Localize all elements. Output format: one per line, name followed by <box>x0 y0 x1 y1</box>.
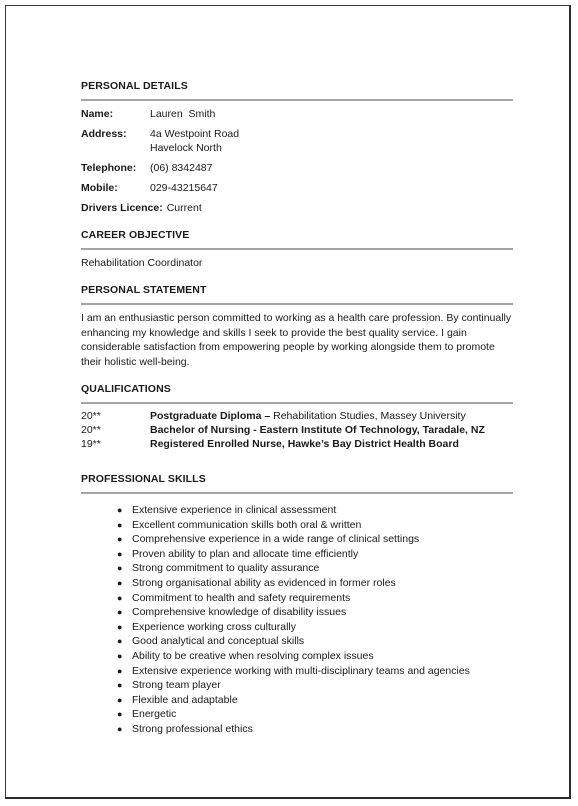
bullet-icon: ● <box>117 665 123 676</box>
bullet-icon: ● <box>117 680 123 691</box>
skill-text: Flexible and adaptable <box>132 693 238 706</box>
qualification-title: Postgraduate Diploma – <box>150 410 271 422</box>
personal-statement-text: I am an enthusiastic person committed to working as a health care profession. By continually enhancing my knowledge and skills I seek to provide the best quality service. I gain considerable satisfaction from empowering people by working alongside them to promote their holistic well-being. <box>81 312 512 368</box>
skill-item <box>117 547 513 562</box>
skill-text: Strong organisational ability as evidenced in former roles <box>132 576 396 589</box>
name-row <box>81 107 513 121</box>
address-value: 4a Westpoint Road Havelock North <box>150 128 240 154</box>
bullet-icon: ● <box>117 519 123 530</box>
qualification-title: Registered Enrolled Nurse, Hawke’s Bay District Health Board <box>150 438 459 450</box>
name-label: Name: <box>81 108 114 120</box>
skill-item <box>117 591 513 606</box>
bullet-icon: ● <box>117 592 123 603</box>
qualification-item <box>81 423 513 437</box>
qualifications-section <box>81 382 513 451</box>
bullet-icon: ● <box>117 534 123 545</box>
bullet-icon: ● <box>117 694 123 705</box>
bullet-icon: ● <box>117 577 123 588</box>
bullet-icon: ● <box>117 723 123 734</box>
licence-label: Drivers Licence: <box>81 202 163 214</box>
bullet-icon: ● <box>117 636 123 647</box>
personal-details-rows <box>81 107 513 215</box>
skill-text: Strong professional ethics <box>132 722 253 735</box>
mobile-label: Mobile: <box>81 182 118 194</box>
skill-text: Extensive experience in clinical assessment <box>132 504 337 516</box>
licence-row <box>81 201 513 215</box>
qualification-year: 20** <box>81 424 101 436</box>
skill-text: Proven ability to plan and allocate time efficiently <box>132 547 359 560</box>
section-title-personal-details: PERSONAL DETAILS <box>81 79 513 101</box>
skill-item <box>117 678 513 693</box>
skill-text: Comprehensive knowledge of disability issues <box>132 606 347 619</box>
name-value: Lauren Smith <box>150 108 216 120</box>
skill-item <box>117 620 513 635</box>
qualification-year: 19** <box>81 438 101 450</box>
personal-statement-section <box>81 283 513 369</box>
telephone-label: Telephone: <box>81 162 137 174</box>
skill-text: Ability to be creative when resolving complex issues <box>132 649 374 662</box>
bullet-icon: ● <box>117 709 123 720</box>
section-title-qualifications: QUALIFICATIONS <box>81 382 513 404</box>
skill-item <box>117 605 513 620</box>
skill-text: Extensive experience working with multi-disciplinary teams and agencies <box>132 664 470 677</box>
section-title-professional-skills: PROFESSIONAL SKILLS <box>81 472 513 494</box>
skill-text: Experience working cross culturally <box>132 620 296 633</box>
skill-text: Strong commitment to quality assurance <box>132 562 320 575</box>
skill-item <box>117 532 513 547</box>
address-row <box>81 127 513 155</box>
skill-text: Excellent communication skills both oral & written <box>132 518 362 531</box>
section-title-personal-statement: PERSONAL STATEMENT <box>81 283 513 305</box>
bullet-icon: ● <box>117 621 123 632</box>
bullet-icon: ● <box>117 650 123 661</box>
skill-item <box>117 561 513 576</box>
skill-item <box>117 664 513 679</box>
skill-item <box>117 503 513 518</box>
telephone-row <box>81 161 513 175</box>
bullet-icon: ● <box>117 548 123 559</box>
qualification-title: Bachelor of Nursing - Eastern Institute Of Technology, Taradale, NZ <box>150 424 485 436</box>
resume-content <box>81 79 513 737</box>
telephone-value: (06) 8342487 <box>150 162 213 174</box>
skill-item <box>117 707 513 722</box>
skill-item <box>117 518 513 533</box>
skills-list <box>81 503 513 737</box>
skill-text: Strong team player <box>132 679 221 692</box>
career-objective-text: Rehabilitation Coordinator <box>81 257 203 269</box>
section-title-career-objective: CAREER OBJECTIVE <box>81 228 513 250</box>
skill-item <box>117 722 513 737</box>
skill-text: Good analytical and conceptual skills <box>132 635 305 648</box>
bullet-icon: ● <box>117 505 123 515</box>
skill-text: Commitment to health and safety requirements <box>132 591 351 604</box>
skill-item <box>117 576 513 591</box>
bullet-icon: ● <box>117 607 123 618</box>
skill-item <box>117 634 513 649</box>
qualification-item <box>81 409 513 423</box>
address-label: Address: <box>81 128 127 140</box>
mobile-value: 029-43215647 <box>150 182 218 194</box>
professional-skills-section <box>81 472 513 737</box>
qualification-item <box>81 437 513 451</box>
qualification-year: 20** <box>81 410 101 422</box>
skill-text: Comprehensive experience in a wide range of clinical settings <box>132 533 420 546</box>
personal-details-section <box>81 79 513 215</box>
skill-item <box>117 693 513 708</box>
skill-text: Energetic <box>132 708 177 721</box>
bullet-icon: ● <box>117 563 123 574</box>
licence-value: Current <box>166 202 202 214</box>
qualifications-list <box>81 409 513 451</box>
skill-item <box>117 649 513 664</box>
qualification-detail: Rehabilitation Studies, Massey University <box>270 410 466 422</box>
mobile-row <box>81 181 513 195</box>
career-objective-section <box>81 228 513 270</box>
